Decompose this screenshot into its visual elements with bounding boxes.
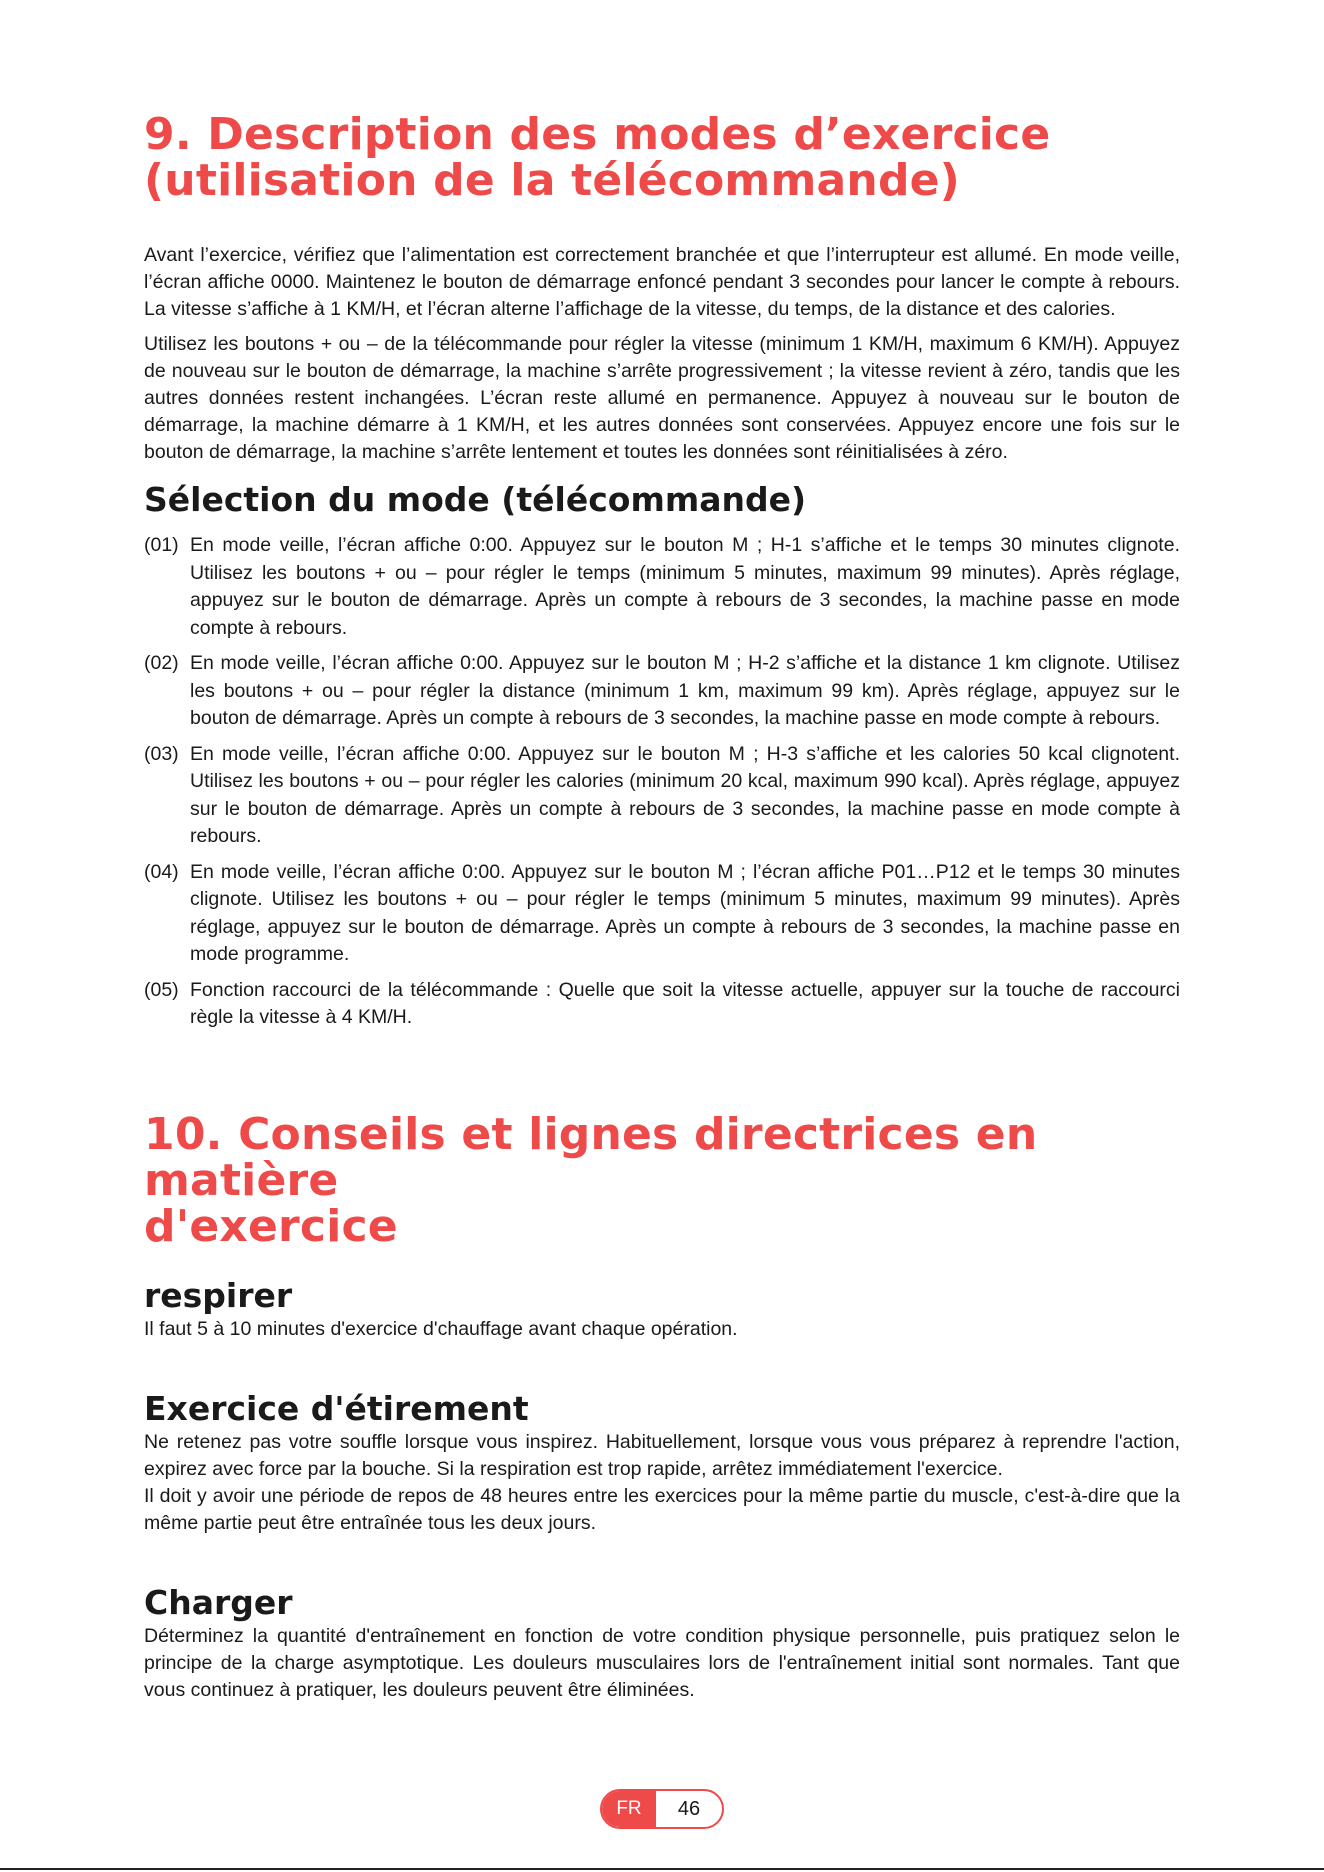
mode-list: [144, 532, 1180, 1032]
language-label: FR: [602, 1791, 656, 1827]
section-10-title-line2: d'exercice: [144, 1200, 398, 1252]
page-number-badge: [600, 1789, 724, 1829]
section-10-title-line1: 10. Conseils et lignes directrices en matière: [144, 1108, 1038, 1206]
section-9-title: [144, 109, 1180, 206]
section-10-title: [144, 1108, 1180, 1252]
mode-item-text: En mode veille, l’écran affiche 0:00. Appuyez sur le bouton M ; H-1 s’affiche et le temps 30 minutes clignote. Utilisez les boutons + ou – pour régler le temps (minimum 5 minutes, maximum 99 minutes). Après réglage, appuyez sur le bouton de démarrage. Après un compte à rebours de 3 secondes, la machine passe en mode compte à rebours.: [190, 534, 1180, 639]
mode-item-text: En mode veille, l’écran affiche 0:00. Appuyez sur le bouton M ; H-3 s’affiche et les calories 50 kcal clignotent. Utilisez les boutons + ou – pour régler les calories (minimum 20 kcal, maximum 990 kcal). Après réglage, appuyez sur le bouton de démarrage. Après un compte à rebours de 3 secondes, la machine passe en mode compte à rebours.: [190, 742, 1180, 847]
intro-paragraph-1: Avant l’exercice, vérifiez que l’alimentation est correctement branchée et que l’interrupteur est allumé. En mode veille, l’écran affiche 0000. Maintenez le bouton de démarrage enfoncé pendant 3 secondes pour lancer le compte à rebours. La vitesse s’affiche à 1 KM/H, et l’écran alterne l’affichage de la vitesse, du temps, de la distance et des calories.: [144, 244, 1180, 320]
mode-item-03: [144, 741, 1180, 851]
mode-item-number: (01): [144, 534, 179, 556]
mode-item-text: En mode veille, l’écran affiche 0:00. Appuyez sur le bouton M ; l’écran affiche P01…P12 et le temps 30 minutes clignote. Utilisez les boutons + ou – pour régler le temps (minimum 5 minutes, maximum 99 minutes). Après réglage, appuyez sur le bouton de démarrage. Après un compte à rebours de 3 secondes, la machine passe en mode programme.: [190, 860, 1180, 965]
breathe-text: Il faut 5 à 10 minutes d'exercice d'chauffage avant chaque opération.: [144, 1317, 738, 1340]
mode-item-number: (05): [144, 978, 179, 1001]
page-content: [144, 109, 1180, 1704]
stretch-heading: Exercice d'étirement: [144, 1388, 529, 1428]
page-number: 46: [677, 1797, 701, 1820]
stretch-text-2: Il doit y avoir une période de repos de 48 heures entre les exercices pour la même partie du muscle, c'est-à-dire que la même partie peut être entraînée tous les deux jours.: [144, 1484, 1180, 1534]
mode-item-05: [144, 977, 1180, 1032]
mode-item-04: [144, 859, 1180, 969]
load-heading: Charger: [144, 1582, 293, 1622]
mode-item-number: (04): [144, 860, 179, 883]
mode-item-number: (02): [144, 652, 179, 674]
mode-item-02: [144, 650, 1180, 733]
mode-item-text: Fonction raccourci de la télécommande : Quelle que soit la vitesse actuelle, appuyer sur la touche de raccourci règle la vitesse à 4 KM/H.: [190, 978, 1180, 1028]
bottom-divider: [0, 1868, 1324, 1870]
breathe-heading: respirer: [144, 1275, 293, 1315]
mode-item-text: En mode veille, l’écran affiche 0:00. Appuyez sur le bouton M ; H-2 s’affiche et la distance 1 km clignote. Utilisez les boutons + ou – pour régler la distance (minimum 1 km, maximum 99 km). Après réglage, appuyez sur le bouton de démarrage. Après un compte à rebours de 3 secondes, la machine passe en mode compte à rebours.: [190, 652, 1180, 729]
mode-item-01: [144, 532, 1180, 642]
section-9-title-line1: 9. Description des modes d’exercice: [144, 109, 1051, 160]
load-text: Déterminez la quantité d'entraînement en fonction de votre condition physique personnelle, puis pratiquez selon le principe de la charge asymptotique. Les douleurs musculaires lors de l'entraînement initial sont normales. Tant que vous continuez à pratiquer, les douleurs peuvent être éliminées.: [144, 1624, 1180, 1701]
section-9-title-line2: (utilisation de la télécommande): [144, 155, 960, 206]
stretch-text-1: Ne retenez pas votre souffle lorsque vous inspirez. Habituellement, lorsque vous vous préparez à reprendre l'action, expirez avec force par la bouche. Si la respiration est trop rapide, arrêtez immédiatement l'exercice.: [144, 1430, 1180, 1480]
mode-selection-subtitle: Sélection du mode (télécommande): [144, 480, 807, 519]
intro-paragraph-2: Utilisez les boutons + ou – de la télécommande pour régler la vitesse (minimum 1 KM/H, maximum 6 KM/H). Appuyez de nouveau sur le bouton de démarrage, la machine s’arrête progressivement ; la vitesse revient à zéro, tandis que les autres données restent inchangées. L’écran reste allumé en permanence. Appuyez à nouveau sur le bouton de démarrage, la machine démarre à 1 KM/H, et les autres données sont conservées. Appuyez encore une fois sur le bouton de démarrage, la machine s’arrête lentement et toutes les données sont réinitialisées à zéro.: [144, 333, 1180, 463]
mode-item-number: (03): [144, 742, 179, 765]
